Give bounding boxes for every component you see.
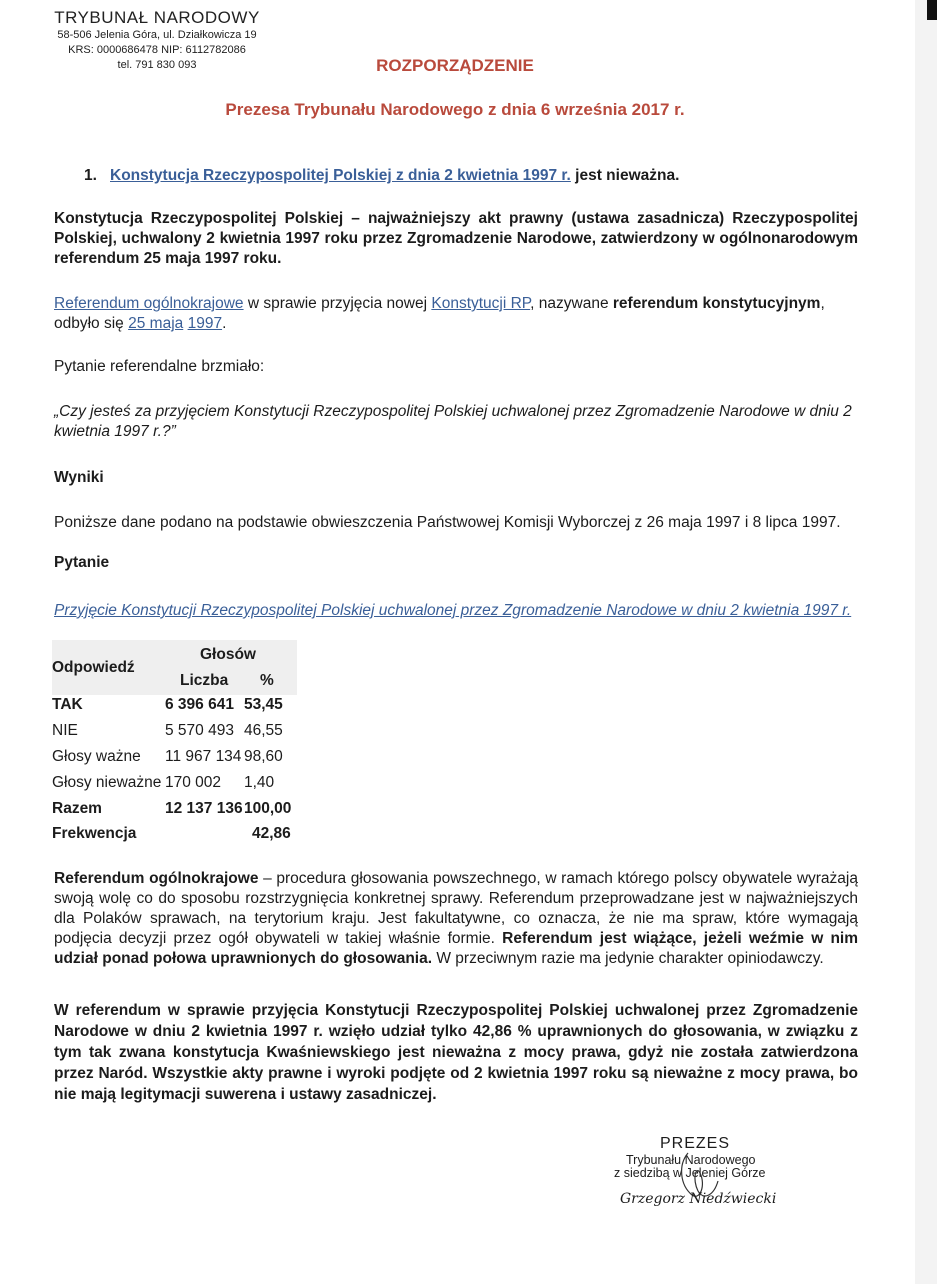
- paragraph-definition: Referendum ogólnokrajowe – procedura głosowania powszechnego, w ramach którego polscy obywatele wyrażają swoją wolę co do sposobu rozstrzygnięcia konkretnej sprawy. Referendum przeprowadzane jest w najważniejszych dla Polaków sprawach, na terytorium kraju. Jest fakultatywne, co oznacza, że nie ma spraw, które wymagają podjęcia decyzji przez ogół obywateli w takiej właśnie formie. Referendum jest wiążące, jeżeli weźmie w nim udział ponad połowa uprawnionych do głosowania. W przeciwnym razie ma jedynie charakter opiniodawczy.: [54, 870, 859, 967]
- row-pct-valid: 98,60: [244, 748, 283, 765]
- list-item-1: [84, 167, 679, 185]
- letterhead-name: TRYBUNAŁ NARODOWY: [54, 8, 260, 27]
- constitution-rp-link[interactable]: Konstytucji RP: [431, 295, 531, 312]
- signature-line-2: z siedzibą w Jeleniej Górze: [614, 1166, 766, 1180]
- row-count-tak: 6 396 641: [165, 696, 234, 713]
- letterhead-ids: KRS: 0000686478 NIP: 6112782086: [68, 44, 246, 56]
- letterhead-address: 58-506 Jelenia Góra, ul. Działkowicza 19: [57, 29, 257, 41]
- table-header-answer: Odpowiedź: [52, 659, 135, 676]
- table-header-pct: %: [260, 672, 274, 689]
- scan-corner: [927, 0, 937, 20]
- year-link[interactable]: 1997: [187, 315, 223, 332]
- paragraph-referendum: Referendum ogólnokrajowe w sprawie przyjęcia nowej Konstytucji RP, nazywane referendum konstytucyjnym, odbyło się 25 maja 1997.: [54, 295, 825, 332]
- question-link[interactable]: Przyjęcie Konstytucji Rzeczypospolitej Polskiej uchwalonej przez Zgromadzenie Narodowe w dniu 2 kwietnia 1997 r.: [54, 602, 852, 619]
- paragraph-conclusion: W referendum w sprawie przyjęcia Konstytucji Rzeczypospolitej Polskiej uchwalonej przez Zgromadzenie Narodowe w dniu 2 kwietnia 1997 r. wzięło udział tylko 42,86 % uprawnionych do głosowania, w związku z tym tak zwana konstytucja Kwaśniewskiego jest nieważna z mocy prawa, gdyż nie została zatwierdzona przez Naród. Wszystkie akty prawne i wyroki podjęte od 2 kwietnia 1997 roku są nieważne z mocy prawa, bo nie mają legitymacji suwerena i ustawy zasadniczej.: [54, 1002, 858, 1103]
- row-count-total: 12 137 136: [165, 800, 243, 817]
- paragraph-constitution: Konstytucja Rzeczypospolitej Polskiej – najważniejszy akt prawny (ustawa zasadnicza) Rzeczypospolitej Polskiej, uchwalony 2 kwietnia 1997 roku przez Zgromadzenie Narodowe, zatwierdzony w ogólnonarodowym referendum 25 maja 1997 roku.: [54, 210, 858, 267]
- list-item-number: 1.: [84, 167, 97, 184]
- question-heading: Pytanie: [54, 554, 110, 571]
- document-subtitle: Prezesa Trybunału Narodowego z dnia 6 września 2017 r.: [225, 100, 685, 119]
- row-pct-nie: 46,55: [244, 722, 283, 739]
- document-title: ROZPORZĄDZENIE: [376, 56, 534, 75]
- row-count-invalid: 170 002: [165, 774, 222, 791]
- row-label-valid: Głosy ważne: [52, 748, 141, 765]
- results-source: Poniższe dane podano na podstawie obwieszczenia Państwowej Komisji Wyborczej z 26 maja 1997 i 8 lipca 1997.: [54, 514, 841, 531]
- row-label-total: Razem: [52, 800, 102, 817]
- row-count-valid: 11 967 134: [165, 748, 242, 765]
- date-link[interactable]: 25 maja: [128, 315, 184, 332]
- row-pct-turnout: 42,86: [252, 825, 291, 842]
- row-label-turnout: Frekwencja: [52, 825, 137, 842]
- results-table: [52, 640, 297, 845]
- row-pct-invalid: 1,40: [244, 774, 275, 791]
- signature-line-1: Trybunału Narodowego: [626, 1153, 756, 1167]
- row-count-nie: 5 570 493: [165, 722, 234, 739]
- scan-edge: [915, 0, 937, 1284]
- row-label-nie: NIE: [52, 722, 78, 739]
- row-label-tak: TAK: [52, 696, 83, 713]
- letterhead-phone: tel. 791 830 093: [117, 59, 197, 71]
- constitution-link[interactable]: Konstytucja Rzeczypospolitej Polskiej z dnia 2 kwietnia 1997 r.: [110, 167, 571, 184]
- signature-title: PREZES: [660, 1135, 731, 1152]
- row-pct-total: 100,00: [244, 800, 292, 817]
- referendum-question: „Czy jesteś za przyjęciem Konstytucji Rzeczypospolitej Polskiej uchwalonej przez Zgromadzenie Narodowe w dniu 2 kwietnia 1997 r.?”: [54, 403, 852, 440]
- table-header-count: Liczba: [180, 672, 229, 689]
- question-intro: Pytanie referendalne brzmiało:: [54, 358, 265, 375]
- row-pct-tak: 53,45: [244, 696, 283, 713]
- results-heading: Wyniki: [54, 469, 104, 486]
- row-label-invalid: Głosy nieważne: [52, 774, 162, 791]
- signature-name: Grzegorz Niedźwiecki: [620, 1191, 777, 1207]
- referendum-link[interactable]: Referendum ogólnokrajowe: [54, 295, 244, 312]
- table-header-votes: Głosów: [200, 646, 256, 663]
- list-item-text: jest nieważna.: [575, 167, 680, 184]
